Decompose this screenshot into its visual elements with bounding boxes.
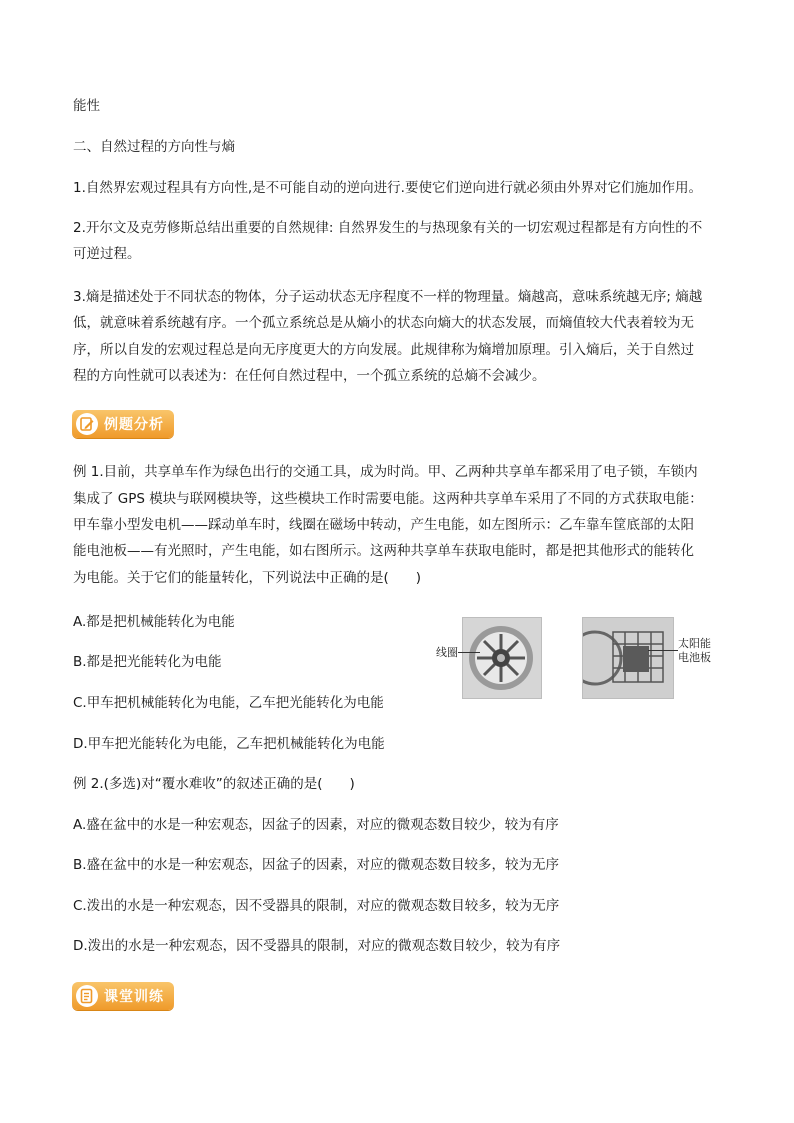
generator-wheel-photo bbox=[462, 617, 542, 699]
solar-panel-label-line-2: 电池板 bbox=[678, 651, 711, 664]
class-practice-badge bbox=[72, 982, 174, 1010]
example-2-option-c: C.泼出的水是一种宏观态，因不受器具的限制，对应的微观态数目较多，较为无序 bbox=[73, 898, 560, 914]
badge-label: 例题分析 bbox=[104, 417, 164, 433]
example-1-option-b: B.都是把光能转化为电能 bbox=[73, 654, 222, 670]
badge-label: 课堂训练 bbox=[104, 989, 164, 1005]
example-2-stem: 例 2.(多选)对“覆水难收”的叙述正确的是( ) bbox=[73, 776, 355, 792]
example-1-option-a: A.都是把机械能转化为电能 bbox=[73, 614, 235, 630]
coil-pointer-line bbox=[458, 652, 480, 653]
para-3-line-4: 程的方向性就可以表述为：在任何自然过程中，一个孤立系统的总熵不会减少。 bbox=[73, 368, 546, 384]
example-1-option-d: D.甲车把光能转化为电能，乙车把机械能转化为电能 bbox=[73, 736, 385, 752]
example-2-option-b: B.盛在盆中的水是一种宏观态，因盆子的因素，对应的微观态数目较多，较为无序 bbox=[73, 857, 560, 873]
example-2-option-a: A.盛在盆中的水是一种宏观态，因盆子的因素，对应的微观态数目较少，较为有序 bbox=[73, 817, 559, 833]
para-1: 1.自然界宏观过程具有方向性,是不可能自动的逆向进行.要使它们逆向进行就必须由外界对它们施加作用。 bbox=[73, 180, 702, 196]
para-3-line-3: 序，所以自发的宏观过程总是向无序度更大的方向发展。此规律称为熵增加原理。引入熵后，关于自然过 bbox=[73, 342, 694, 358]
example-2-option-d: D.泼出的水是一种宏观态，因不受器具的限制，对应的微观态数目较少，较为有序 bbox=[73, 938, 561, 954]
section-heading: 二、自然过程的方向性与熵 bbox=[73, 139, 235, 155]
solar-panel-label-line-1: 太阳能 bbox=[678, 637, 711, 650]
example-1-option-c: C.甲车把机械能转化为电能，乙车把光能转化为电能 bbox=[73, 695, 384, 711]
coil-label: 线圈 bbox=[436, 646, 458, 659]
solar-pointer-line bbox=[648, 650, 678, 651]
para-3-line-2: 低，就意味着系统越有序。一个孤立系统总是从熵小的状态向熵大的状态发展，而熵值较大代表着较为无 bbox=[73, 315, 694, 331]
example-1-line-4: 能电池板——有光照时，产生电能，如右图所示。这两种共享单车获取电能时，都是把其他形式的能转化 bbox=[73, 543, 694, 559]
example-1-line-5: 为电能。关于它们的能量转化，下列说法中正确的是( ) bbox=[73, 570, 422, 586]
para-2-line-1: 2.开尔文及克劳修斯总结出重要的自然规律: 自然界发生的与热现象有关的一切宏观过程都是有方向性的不 bbox=[73, 220, 703, 236]
example-analysis-badge bbox=[72, 410, 174, 438]
para-3-line-1: 3.熵是描述处于不同状态的物体，分子运动状态无序程度不一样的物理量。熵越高，意味系统越无序; 熵越 bbox=[73, 289, 703, 305]
para-2-line-2: 可逆过程。 bbox=[73, 246, 141, 262]
example-1-line-2: 集成了 GPS 模块与联网模块等，这些模块工作时需要电能。这两种共享单车采用了不同的方式获取电能： bbox=[73, 491, 703, 507]
top-fragment: 能性 bbox=[73, 98, 100, 114]
document-list-icon bbox=[76, 985, 98, 1007]
pencil-note-icon bbox=[76, 413, 98, 435]
example-1-line-3: 甲车靠小型发电机——踩动单车时，线圈在磁场中转动，产生电能，如左图所示：乙车靠车筐底部的太阳 bbox=[73, 517, 694, 533]
example-1-line-1: 例 1.目前，共享单车作为绿色出行的交通工具，成为时尚。甲、乙两种共享单车都采用了电子锁，车锁内 bbox=[73, 464, 698, 480]
solar-panel-photo bbox=[582, 617, 674, 699]
